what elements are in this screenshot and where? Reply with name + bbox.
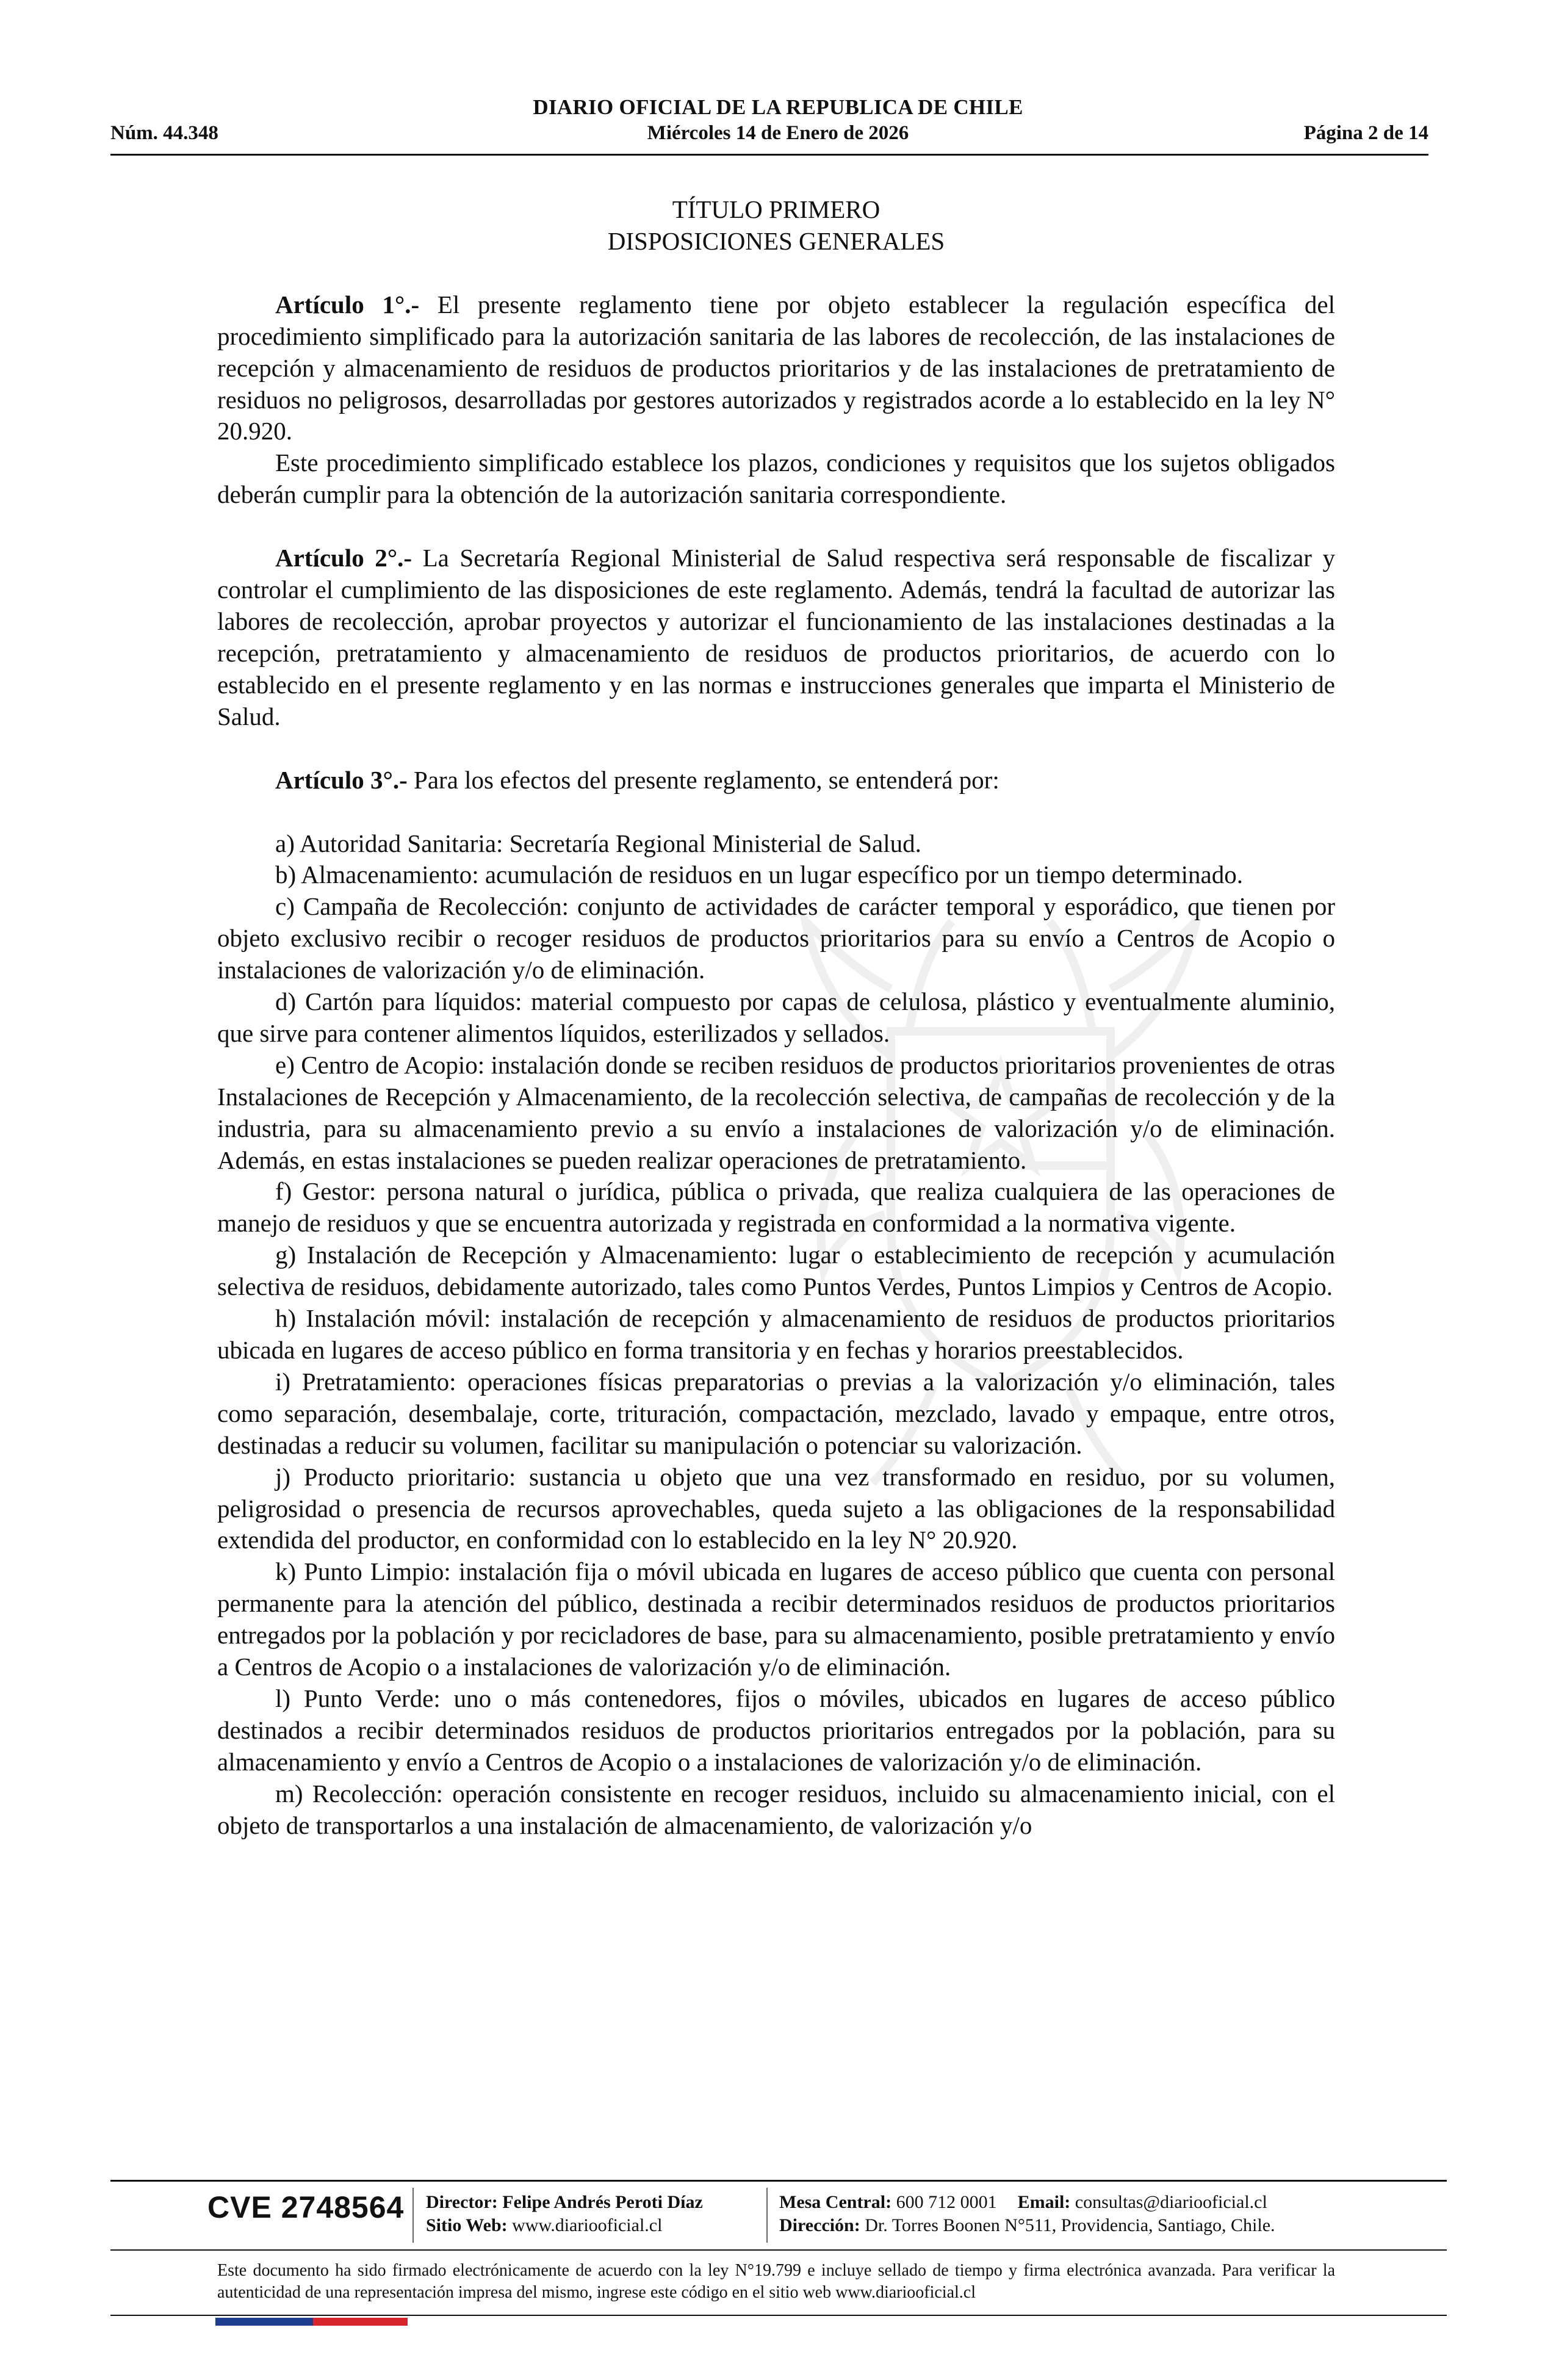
document-body (217, 194, 1335, 1842)
article-1 (217, 289, 1335, 448)
article-2-text: La Secretaría Regional Ministerial de Salud respectiva será responsable de fiscalizar y controlar el cumplimiento de las disposiciones de este reglamento. Además, tendrá la facultad de autorizar las labores de recolección, aprobar proyectos y autorizar el funcionamiento de las instalaciones destinadas a la recepción, pretratamiento y almacenamiento de residuos de productos prioritarios, de acuerdo con lo establecido en el presente reglamento y en las normas e instrucciones generales que imparta el Ministerio de Salud. (217, 544, 1335, 730)
definition-item: d) Cartón para líquidos: material compuesto por capas de celulosa, plástico y eventualmente aluminio, que sirve para contener alimentos líquidos, esterilizados y sellados. (217, 987, 1335, 1047)
publication-title: DIARIO OFICIAL DE LA REPUBLICA DE CHILE (533, 95, 1023, 119)
definition-item: i) Pretratamiento: operaciones físicas preparatorias o previas a la valorización y/o eliminación, tales como separación, desembalaje, corte, trituración, compactación, mezclado, lavado y empaque, entre otros, destinadas a reducir su volumen, facilitar su manipulación o potenciar su valorización. (217, 1367, 1335, 1459)
definition-item: j) Producto prioritario: sustancia u objeto que una vez transformado en residuo, por su volumen, peligrosidad o presencia de recursos aprovechables, queda sujeto a las obligaciones de la responsabilidad extendida del productor, en conformidad con lo establecido en la ley N° 20.920. (217, 1462, 1335, 1554)
article-1-label: Artículo 1°.- (275, 290, 420, 319)
address-label: Dirección: (779, 2215, 860, 2235)
article-3-label: Artículo 3°.- (275, 765, 408, 794)
flag-stripe-red (313, 2318, 408, 2326)
section-title: TÍTULO PRIMERO (672, 195, 881, 223)
section-subtitle: DISPOSICIONES GENERALES (607, 226, 945, 255)
footer-divider-bottom (110, 2315, 1447, 2316)
article-2-label: Artículo 2°.- (275, 544, 412, 572)
footer-divider-top (110, 2180, 1447, 2182)
website-link[interactable]: www.diariooficial.cl (512, 2215, 663, 2235)
definition-item: e) Centro de Acopio: instalación donde se reciben residuos de productos prioritarios provenientes de otras Instalaciones de Recepción y Almacenamiento, de la recolección selectiva, de campañas de recolección y de la industria, para su almacenamiento previo a su envío a instalaciones de valorización y/o de eliminación. Además, en estas instalaciones se pueden realizar operaciones de pretratamiento. (217, 1050, 1335, 1174)
website-label: Sitio Web: (426, 2215, 508, 2235)
footer-contact-office (779, 2191, 1275, 2237)
phone-label: Mesa Central: (779, 2192, 892, 2212)
director-name: Felipe Andrés Peroti Díaz (502, 2192, 703, 2212)
definition-item: b) Almacenamiento: acumulación de residuos en un lugar específico por un tiempo determinado. (275, 860, 1243, 889)
email-link[interactable]: consultas@diariooficial.cl (1075, 2192, 1267, 2212)
footer-column-divider (412, 2188, 414, 2243)
flag-stripe-blue (215, 2318, 313, 2326)
article-1-paragraph-2: Este procedimiento simplificado establece los plazos, condiciones y requisitos que los sujetos obligados deberán cumplir para la obtención de la autorización sanitaria correspondiente. (217, 449, 1335, 509)
signature-note: Este documento ha sido firmado electrónicamente de acuerdo con la ley N°19.799 e incluye sellado de tiempo y firma electrónica avanzada. Para verificar la autenticidad de una representación impresa del mismo, ingrese este código en el sitio web www.diariooficial.cl (217, 2261, 1335, 2302)
header-divider (110, 154, 1428, 156)
article-3-text: Para los efectos del presente reglamento, se entenderá por: (407, 765, 1000, 794)
definition-item: l) Punto Verde: uno o más contenedores, fijos o móviles, ubicados en lugares de acceso público destinados a recibir determinados residuos de productos prioritarios entregados por la población, para su almacenamiento y envío a Centros de Acopio o a instalaciones de valorización y/o de eliminación. (217, 1684, 1335, 1776)
email-label: Email: (1017, 2192, 1071, 2212)
cve-code: CVE 2748564 (207, 2190, 405, 2224)
definition-item: k) Punto Limpio: instalación fija o móvil ubicada en lugares de acceso público que cuenta con personal permanente para la atención del público, destinada a recibir determinados residuos de productos prioritarios entregados por la población y por recicladores de base, para su almacenamiento, posible pretratamiento y envío a Centros de Acopio o a instalaciones de valorización y/o de eliminación. (217, 1557, 1335, 1681)
issue-date: Miércoles 14 de Enero de 2026 (647, 122, 909, 144)
definition-item: a) Autoridad Sanitaria: Secretaría Regional Ministerial de Salud. (275, 829, 921, 857)
definition-item: g) Instalación de Recepción y Almacenamiento: lugar o establecimiento de recepción y acumulación selectiva de residuos, debidamente autorizado, tales como Puntos Verdes, Puntos Limpios y Centros de Acopio. (217, 1241, 1335, 1301)
definition-item: f) Gestor: persona natural o jurídica, pública o privada, que realiza cualquiera de las operaciones de manejo de residuos y que se encuentra autorizada y registrada en conformidad a la normativa vigente. (217, 1177, 1335, 1238)
footer-divider-middle (110, 2249, 1447, 2251)
director-label: Director: (426, 2192, 498, 2212)
issue-number: Núm. 44.348 (110, 122, 218, 144)
definition-item: c) Campaña de Recolección: conjunto de actividades de carácter temporal y esporádico, que tienen por objeto exclusivo recibir o recoger residuos de productos prioritarios para su envío a Centros de Acopio o instalaciones de valorización y/o de eliminación. (217, 892, 1335, 984)
page-number: Página 2 de 14 (1303, 122, 1428, 144)
definition-item: m) Recolección: operación consistente en recoger residuos, incluido su almacenamiento inicial, con el objeto de transportarlos a una instalación de almacenamiento, de valorización y/o (217, 1779, 1335, 1839)
article-3 (217, 765, 1335, 796)
definition-item: h) Instalación móvil: instalación de recepción y almacenamiento de residuos de productos prioritarios ubicada en lugares de acceso público en forma transitoria y en fechas y horarios preestablecidos. (217, 1304, 1335, 1364)
phone-number: 600 712 0001 (896, 2192, 997, 2212)
footer-column-divider (766, 2188, 768, 2243)
article-2 (217, 543, 1335, 732)
address-value: Dr. Torres Boonen N°511, Providencia, Santiago, Chile. (865, 2215, 1275, 2235)
article-1-text: El presente reglamento tiene por objeto establecer la regulación específica del procedimiento simplificado para la autorización sanitaria de las labores de recolección, de las instalaciones de recepción y almacenamiento de residuos de productos prioritarios y de las instalaciones de pretratamiento de residuos no peligrosos, desarrolladas por gestores autorizados y registrados acorde a lo establecido en la ley N° 20.920. (217, 290, 1335, 445)
footer-contact-director (426, 2191, 703, 2237)
